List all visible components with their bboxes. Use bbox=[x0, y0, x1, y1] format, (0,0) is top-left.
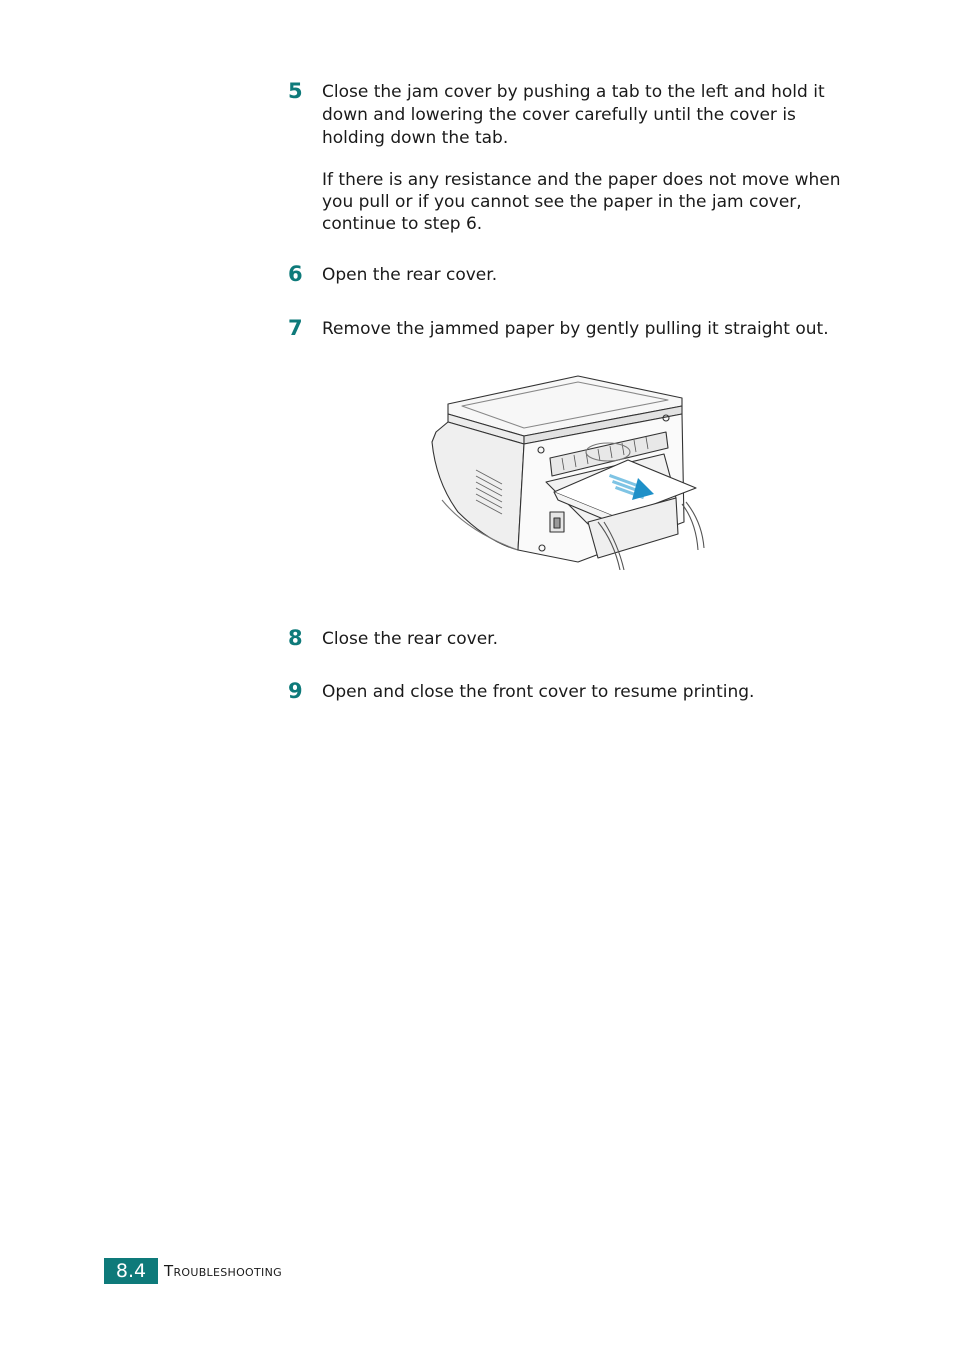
step-text: Open and close the front cover to resume printing. bbox=[322, 682, 755, 702]
printer-illustration-svg bbox=[428, 372, 706, 570]
step-text: Open the rear cover. bbox=[322, 265, 498, 285]
step-text: Close the jam cover by pushing a tab to the left and hold it down and lowering the cover carefully until the cover is holding down the tab. bbox=[322, 82, 825, 148]
step-text: Close the rear cover. bbox=[322, 629, 499, 649]
page-number-badge: 8.4 bbox=[104, 1258, 158, 1284]
step-number: 7 bbox=[288, 316, 303, 340]
step-number: 6 bbox=[288, 262, 303, 286]
step-number: 8 bbox=[288, 626, 303, 650]
printer-rear-jam-illustration bbox=[428, 372, 706, 570]
step-number: 9 bbox=[288, 679, 303, 703]
step-text: Remove the jammed paper by gently pulling it straight out. bbox=[322, 319, 829, 339]
step-number: 5 bbox=[288, 79, 303, 103]
step-note: If there is any resistance and the paper does not move when you pull or if you cannot see the paper in the jam cover, continue to step 6. bbox=[322, 170, 841, 234]
section-title: Troubleshooting bbox=[164, 1262, 282, 1280]
